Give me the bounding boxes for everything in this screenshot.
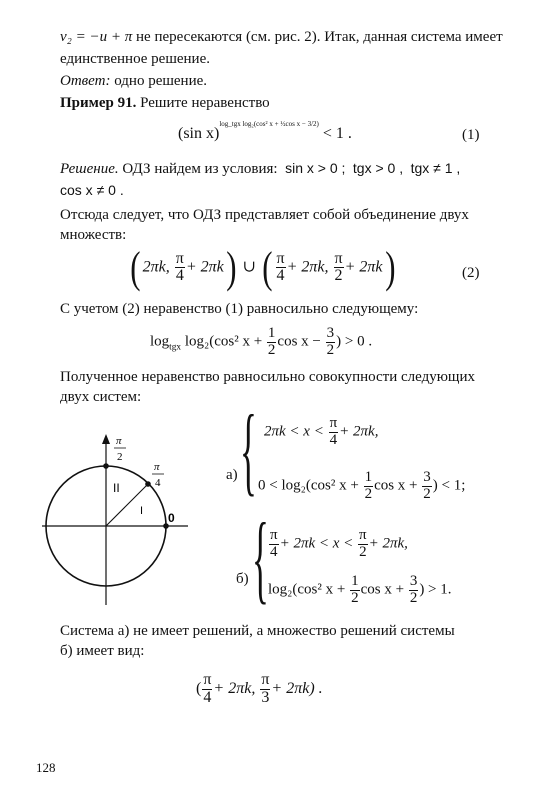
para-result-1: Система а) не имеет решений, а множество решений системы xyxy=(60,623,455,639)
sys-a-row2-b: ) < 1; xyxy=(432,477,466,494)
para-odz-1: Отсюда следует, что ОДЗ представляет собой объединение двух xyxy=(60,207,469,223)
condition-4: cos x ≠ 0 . xyxy=(60,182,124,198)
solution-text: ОДЗ найдем из условия: xyxy=(122,161,278,177)
example-label: Пример 91. xyxy=(60,95,137,111)
page-number: 128 xyxy=(36,760,56,775)
eq2-frac-3: $\frac{\pi}{2}$ xyxy=(334,249,343,285)
sys-a-row1-a: 2πk < x < xyxy=(264,423,324,440)
sys-b-row-2 xyxy=(268,574,452,607)
eq1-number: (1) xyxy=(462,127,480,143)
sys-b-row2-a: log₂(cos² x + xyxy=(268,581,346,598)
eq2-left-b: + 2πk xyxy=(185,258,224,276)
final-frac-1: $\frac{\pi}{4}$ xyxy=(203,671,212,706)
sys-b-row1-a: + 2πk < x < xyxy=(279,535,354,552)
equation-3 xyxy=(150,326,372,359)
sys-a-row1-b: + 2πk, xyxy=(339,423,379,440)
eq3-frac-1: $\frac{1}{2}$ xyxy=(267,325,276,358)
eq3-log2: log₂(cos² x + xyxy=(184,333,263,350)
text-line-1 xyxy=(60,28,503,47)
eq3-log-sub: tgx xyxy=(169,342,182,353)
point-pi4 xyxy=(145,481,151,487)
label-pi4-num: π xyxy=(154,461,160,473)
para-sets-2: двух систем: xyxy=(60,389,142,405)
eq2-right-a: + 2πk, xyxy=(286,258,329,276)
eq2-left-a: 2πk, xyxy=(142,258,170,276)
label-region-II: II xyxy=(113,481,120,495)
label-pi4-den: 4 xyxy=(155,477,161,489)
final-frac-2: $\frac{\pi}{3}$ xyxy=(261,671,270,706)
solution-line xyxy=(60,160,460,179)
sys-a-row-2 xyxy=(258,470,465,503)
sys-a-row2-mid: cos x + xyxy=(374,477,418,494)
para-sets-1: Полученное неравенство равносильно совокупности следующих xyxy=(60,369,476,385)
math-expr: v₂ = −u + π xyxy=(60,29,133,45)
eq3-log: log xyxy=(150,333,170,350)
eq3-frac-2: $\frac{3}{2}$ xyxy=(326,325,335,358)
eq2-right-b: + 2πk xyxy=(344,258,383,276)
eq3-tail: ) > 0 . xyxy=(336,333,373,350)
final-a: + 2πk, xyxy=(213,679,256,697)
eq3-mid: cos x − xyxy=(277,333,321,350)
sys-a-frac-2: $\frac{1}{2}$ xyxy=(364,469,373,502)
sys-b-frac-2: $\frac{\pi}{2}$ xyxy=(359,527,367,560)
answer-line xyxy=(60,72,207,91)
condition-1: sin x > 0 ; xyxy=(285,160,346,176)
eq1-rhs: < 1 . xyxy=(322,125,352,142)
final-b: + 2πk) . xyxy=(271,679,323,697)
eq2-number: (2) xyxy=(462,265,480,281)
y-axis-arrow xyxy=(102,434,110,444)
condition-2: tgx > 0 , xyxy=(352,160,404,176)
sys-a-row-1 xyxy=(264,416,378,449)
final-open: ( xyxy=(196,679,202,697)
point-pi2 xyxy=(103,463,109,469)
unit-circle-diagram xyxy=(40,430,190,610)
condition-3: tgx ≠ 1 , xyxy=(410,160,461,176)
sys-a-row2-a: 0 < log₂(cos² x + xyxy=(258,477,359,494)
eq2-frac-1: $\frac{\pi}{4}$ xyxy=(175,249,184,285)
answer-label: Ответ: xyxy=(60,73,111,89)
para-odz-2: множеств: xyxy=(60,227,127,243)
eq2-union: ∪ xyxy=(242,258,256,276)
sys-b-frac-1: $\frac{\pi}{4}$ xyxy=(270,527,278,560)
label-zero: 0 xyxy=(168,511,175,525)
solution-label: Решение. xyxy=(60,161,119,177)
para-equiv: С учетом (2) неравенство (1) равносильно следующему: xyxy=(60,301,419,317)
sys-b-brace: { xyxy=(252,502,269,613)
eq1-base: (sin x) xyxy=(178,125,220,142)
example-text: Решите неравенство xyxy=(140,95,270,111)
sys-b-row1-b: + 2πk, xyxy=(368,535,408,552)
eq1-exponent: log_tgx log₂(cos² x + ½cos x − 3/2) xyxy=(219,119,319,128)
eq2-frac-2: $\frac{\pi}{4}$ xyxy=(276,249,285,285)
sys-b-row2-mid: cos x + xyxy=(360,581,405,598)
answer-text: одно решение. xyxy=(114,73,208,89)
sys-a-label: а) xyxy=(226,467,238,483)
sys-a-frac-1: $\frac{\pi}{4}$ xyxy=(329,415,338,448)
sys-b-row2-b: ) > 1. xyxy=(419,581,452,598)
sys-b-frac-4: $\frac{3}{2}$ xyxy=(409,573,418,606)
example-heading xyxy=(60,94,270,113)
equation-final xyxy=(196,672,323,707)
label-region-I: I xyxy=(140,505,144,517)
sys-a-frac-3: $\frac{3}{2}$ xyxy=(423,469,431,502)
label-pi2-den: 2 xyxy=(117,451,123,463)
text-line-2: единственное решение. xyxy=(60,51,210,67)
label-pi2-num: π xyxy=(116,435,122,447)
text: не пересекаются (см. рис. 2). Итак, данная система имеет xyxy=(136,29,503,45)
sys-b-label: б) xyxy=(236,571,249,587)
equation-2: ( 2πk, $\frac{\pi}{4}$ + 2πk) ∪ ( $\frac{\pi}{4}$ + 2πk, $\frac{\pi}{2}$ + 2πk) xyxy=(130,243,395,292)
sys-b-frac-3: $\frac{1}{2}$ xyxy=(351,573,359,606)
para-result-2: б) имеет вид: xyxy=(60,643,145,659)
sys-a-brace: { xyxy=(240,394,257,505)
sys-b-row-1 xyxy=(268,528,408,561)
